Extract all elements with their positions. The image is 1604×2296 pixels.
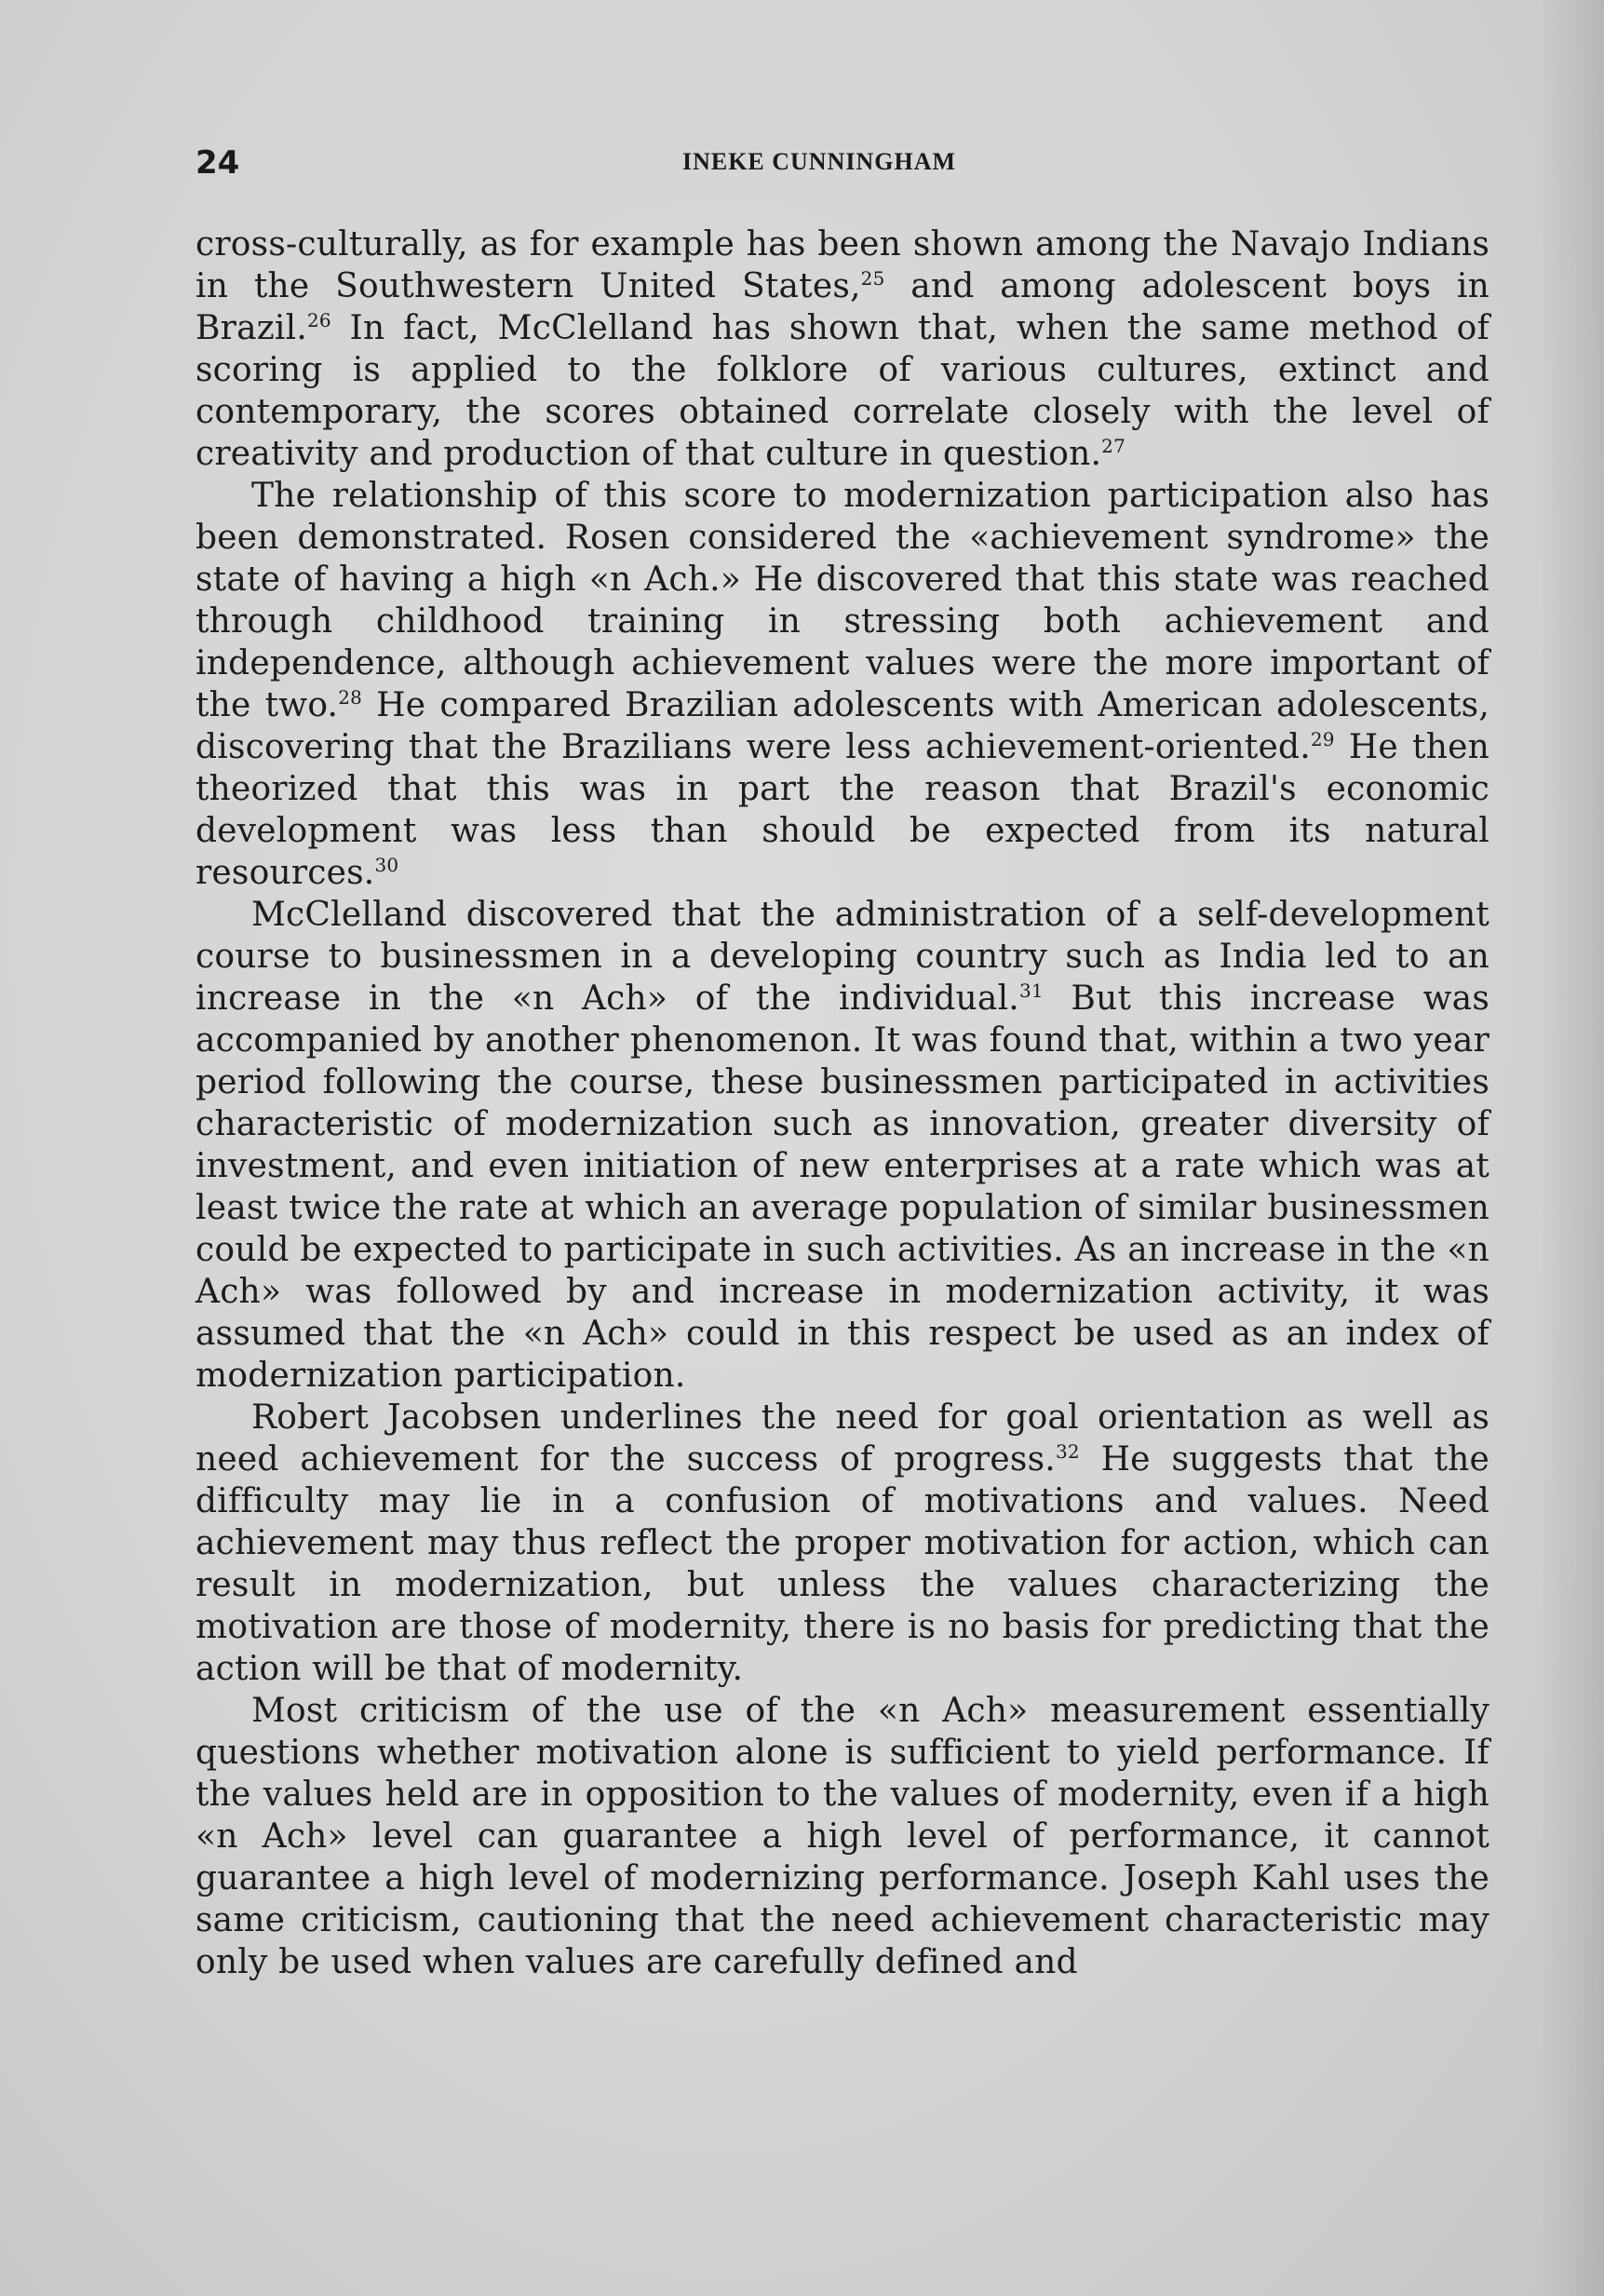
paragraph (195, 475, 1489, 894)
body-text (195, 223, 1489, 1983)
paragraph-text: Robert Jacobsen underlines the need for goal orientation as well as need achievement for the success of progress. (195, 1398, 1489, 1479)
footnote-reference: 30 (374, 854, 399, 876)
page-number: 24 (195, 144, 240, 182)
page-header (195, 144, 1499, 182)
footnote-reference: 27 (1101, 435, 1125, 457)
paragraph-text: McClelland discovered that the administration of a self-development course to businessmen in a developing country such as India led to an increase in the «n Ach» of the individual. (195, 896, 1489, 1018)
running-head: INEKE CUNNINGHAM (681, 148, 957, 175)
paragraph-text: In fact, McClelland has shown that, when the same method of scoring is applied to the folklore of various cultures, extinct and contemporary, the scores obtained correlate closely with the level of creativity and production of that culture in question. (195, 309, 1489, 473)
paragraph-text: He then theorized that this was in part the reason that Brazil's economic development was less than should be expected from its natural resources. (195, 728, 1489, 892)
paragraph (195, 223, 1489, 475)
footnote-reference: 29 (1310, 728, 1335, 750)
paragraph (195, 1397, 1489, 1690)
footnote-reference: 28 (338, 686, 363, 709)
paragraph-text: He suggests that the difficulty may lie in a confusion of motivations and values. Need achievement may thus reflect the proper motivation for action, which can result in modernization, but unless the values characterizing the motivation are those of modernity, there is no basis for predicting that the action will be that of modernity. (195, 1440, 1489, 1688)
footnote-reference: 32 (1055, 1440, 1080, 1463)
paragraph-text: The relationship of this score to modernization participation also has been demonstrated. Rosen considered the «achievement syndrome» the state of having a high «n Ach.» He discovered that this state was reached through childhood training in stressing both achievement and independence, although achievement values were the more important of the two. (195, 477, 1489, 724)
footnote-reference: 31 (1018, 979, 1044, 1002)
footnote-reference: 26 (306, 309, 331, 331)
footnote-reference: 25 (860, 267, 885, 290)
paragraph-text: and among adolescent boys in Brazil. (195, 267, 1489, 347)
paragraph-text: cross-culturally, as for example has been shown among the Navajo Indians in the Southwestern United States, (195, 225, 1489, 305)
paragraph-text: Most criticism of the use of the «n Ach» measurement essentially questions whether motivation alone is sufficient to yield performance. If the values held are in opposition to the values of modernity, even if a high «n Ach» level can guarantee a high level of performance, it cannot guarantee a high level of modernizing performance. Joseph Kahl uses the same criticism, cautioning that the need achievement characteristic may only be used when values are carefully defined and (195, 1692, 1489, 1981)
paragraph (195, 1690, 1489, 1983)
paragraph-text: He compared Brazilian adolescents with American adolescents, discovering that the Brazilians were less achievement-oriented. (195, 686, 1489, 766)
paragraph-text: But this increase was accompanied by another phenomenon. It was found that, within a two year period following the course, these businessmen participated in activities characteristic of modernization such as innovation, greater diversity of investment, and even initiation of new enterprises at a rate which was at least twice the rate at which an average population of similar businessmen could be expected to participate in such activities. As an increase in the «n Ach» was followed by and increase in modernization activity, it was assumed that the «n Ach» could in this respect be used as an index of modernization participation. (195, 979, 1490, 1395)
page-edge-shadow (1539, 0, 1604, 2296)
paragraph (195, 894, 1489, 1397)
